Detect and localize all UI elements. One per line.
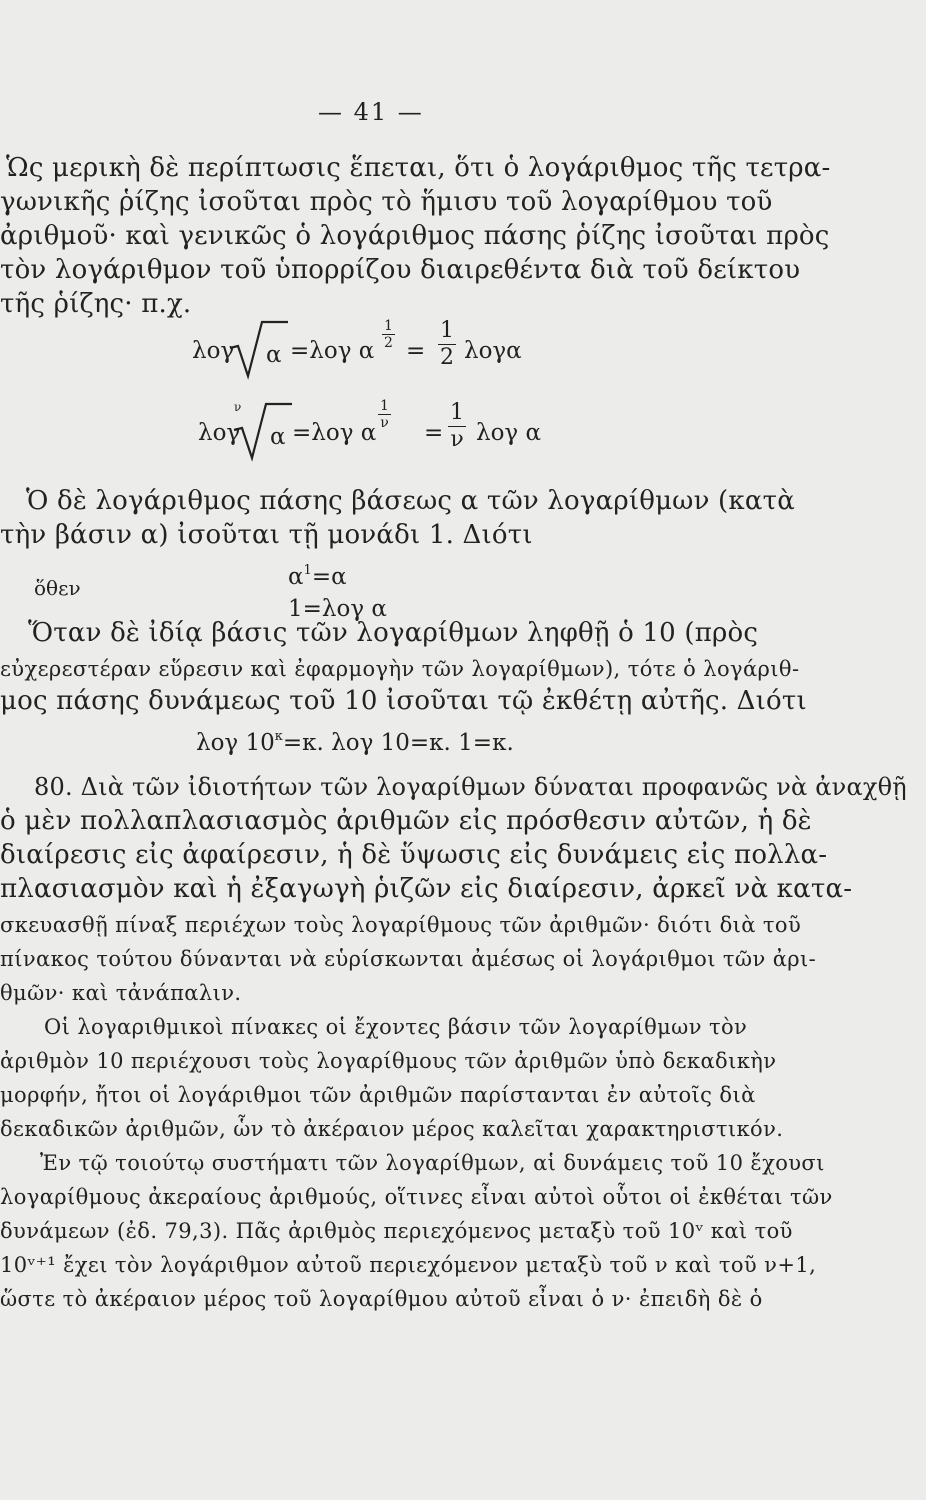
- paragraph-line: λογαρίθμους ἀκεραίους ἀριθμούς, οἵτινες εἶναι αὐτοὶ οὗτοι οἱ ἐκθέται τῶν: [0, 1185, 833, 1209]
- paragraph-line: Οἱ λογαριθμικοὶ πίνακες οἱ ἔχοντες βάσιν τῶν λογαρίθμων τὸν: [44, 1015, 748, 1039]
- paragraph-line: τῆς ῥίζης· π.χ.: [0, 289, 192, 319]
- exponent-fraction: $\frac{1}{2}$: [384, 318, 393, 351]
- paragraph-line: τὴν βάσιν α) ἰσοῦται τῇ μονάδι 1. Διότι: [0, 520, 533, 550]
- formula-eq1: =λογ α: [290, 338, 375, 364]
- formula-tail: λογ α: [476, 420, 542, 446]
- formula-eq1: =λογ α: [292, 420, 377, 446]
- paragraph-line: Ἐν τῷ τοιούτῳ συστήματι τῶν λογαρίθμων, αἱ δυνάμεις τοῦ 10 ἔχουσι: [40, 1151, 825, 1175]
- paragraph-line: 80. Διὰ τῶν ἰδιοτήτων τῶν λογαρίθμων δύναται προφανῶς νὰ ἀναχθῇ: [34, 773, 907, 801]
- paragraph-line: ὥστε τὸ ἀκέραιον μέρος τοῦ λογαρίθμου αὐτοῦ εἶναι ὁ ν· ἐπειδὴ δὲ ὁ: [0, 1287, 763, 1311]
- paragraph-line: Ὡς μερικὴ δὲ περίπτωσις ἕπεται, ὅτι ὁ λογάριθμος τῆς τετρα-: [6, 153, 831, 183]
- formula-square-root: [192, 316, 572, 388]
- formula-line1: $\alpha^1=\alpha$: [288, 563, 347, 590]
- formula-left: λογ: [198, 420, 241, 446]
- exponent-fraction: $\frac{1}{\nu}$: [380, 398, 389, 431]
- coefficient-fraction: $\frac{1}{2}$: [440, 318, 454, 370]
- paragraph-line: θμῶν· καὶ τἀνάπαλιν.: [0, 981, 242, 1005]
- formula-left: λογ: [192, 338, 235, 364]
- paragraph-line: τὸν λογάριθμον τοῦ ὑπορρίζου διαιρεθέντα διὰ τοῦ δείκτου: [0, 255, 801, 285]
- paragraph-line: 10ᵛ⁺¹ ἔχει τὸν λογάριθμον αὐτοῦ περιεχόμενον μεταξὺ τοῦ ν καὶ τοῦ ν+1,: [0, 1253, 817, 1277]
- root-index: ν: [234, 400, 242, 414]
- paragraph-line: γωνικῆς ῥίζης ἰσοῦται πρὸς τὸ ἥμισυ τοῦ λογαρίθμου τοῦ: [0, 187, 773, 217]
- paragraph-line: εὐχερεστέραν εὕρεσιν καὶ ἐφαρμογὴν τῶν λογαρίθμων), τότε ὁ λογάριθ-: [0, 657, 800, 681]
- paragraph-line: ὁ μὲν πολλαπλασιασμὸς ἀριθμῶν εἰς πρόσθεσιν αὐτῶν, ἡ δὲ: [0, 806, 812, 836]
- formula-left: ὅθεν: [34, 576, 81, 600]
- paragraph-line: Ὁ δὲ λογάριθμος πάσης βάσεως α τῶν λογαρίθμων (κατὰ: [26, 486, 795, 516]
- formula-line2: 1=λογ α: [288, 596, 387, 622]
- paragraph-line: ἀριθμοῦ· καὶ γενικῶς ὁ λογάριθμος πάσης ῥίζης ἰσοῦται πρὸς: [0, 221, 830, 251]
- paragraph-line: Ὅταν δὲ ἰδίᾳ βάσις τῶν λογαρίθμων ληφθῇ ὁ 10 (πρὸς: [28, 618, 759, 648]
- page-number: — 41 —: [318, 98, 424, 126]
- formula-power-of-ten: λογ $10^\kappa=\kappa$. λογ 10=κ. 1=κ.: [196, 729, 514, 756]
- paragraph-line: ἀριθμὸν 10 περιέχουσι τοὺς λογαρίθμους τῶν ἀριθμῶν ὑπὸ δεκαδικὴν: [0, 1049, 777, 1073]
- formula-eq2: =: [424, 420, 444, 446]
- paragraph-line: πλασιασμὸν καὶ ἡ ἐξαγωγὴ ῥιζῶν εἰς διαίρεσιν, ἀρκεῖ νὰ κατα-: [0, 874, 853, 904]
- paragraph-line: μος πάσης δυνάμεως τοῦ 10 ἰσοῦται τῷ ἐκθέτῃ αὐτῆς. Διότι: [0, 686, 807, 716]
- paragraph-line: δυνάμεων (ἐδ. 79,3). Πᾶς ἀριθμὸς περιεχόμενος μεταξὺ τοῦ 10ᵛ καὶ τοῦ: [0, 1219, 793, 1243]
- radicand: α: [270, 424, 286, 450]
- paragraph-line: σκευασθῇ πίναξ περιέχων τοὺς λογαρίθμους τῶν ἀριθμῶν· διότι διὰ τοῦ: [0, 913, 802, 937]
- paragraph-line: μορφήν, ἤτοι οἱ λογάριθμοι τῶν ἀριθμῶν παρίστανται ἐν αὐτοῖς διὰ: [0, 1083, 756, 1107]
- radicand: α: [266, 342, 282, 368]
- paragraph-line: διαίρεσις εἰς ἀφαίρεσιν, ἡ δὲ ὕψωσις εἰς δυνάμεις εἰς πολλα-: [0, 840, 828, 870]
- coefficient-fraction: $\frac{1}{\nu}$: [450, 400, 464, 452]
- formula-eq2: =: [406, 338, 426, 364]
- formula-nth-root: [198, 398, 578, 470]
- paragraph-line: πίνακος τούτου δύνανται νὰ εὑρίσκωνται ἀμέσως οἱ λογάριθμοι τῶν ἀρι-: [0, 947, 817, 971]
- paragraph-line: δεκαδικῶν ἀριθμῶν, ὧν τὸ ἀκέραιον μέρος καλεῖται χαρακτηριστικόν.: [0, 1117, 784, 1141]
- formula-tail: λογα: [464, 338, 522, 364]
